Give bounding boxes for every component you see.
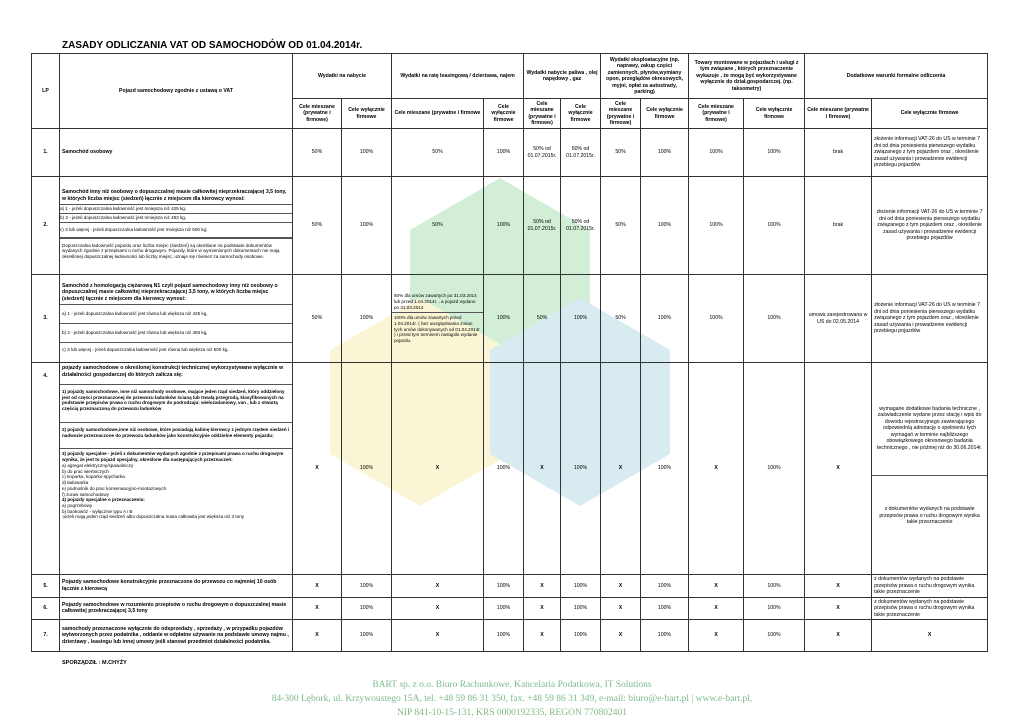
special-item: a) agregat elektryczny/spawalniczy [62,462,134,468]
cell: X [601,620,641,652]
header-goods-mixed: Cele mieszane (prywatne i firmowe) [689,99,744,129]
header-fuel-company: Cele wyłącznie firmowe [561,99,601,129]
row-condition: z dokumentów wydanych na podstawie przepisów prawa o ruchu drogowym wynika takie przeznaczenie [872,597,988,620]
footer-company: BART sp. z o.o. Biuro Rachunkowe, Kancelaria Podatkowa, IT Solutions [372,680,652,690]
cell: 100% [342,575,392,598]
special-item: b) do prac wiertniczych [62,468,109,474]
cell: X [392,620,484,652]
cell: X [601,363,641,575]
cell: X [293,620,342,652]
cell: 100% [641,177,689,275]
signature: SPORZĄDZIŁ : M.CHYŻY [62,660,127,666]
cell: X [392,575,484,598]
row-lp: 4. [32,363,60,575]
cell: 50% [392,129,484,177]
row-vehicle [60,363,293,575]
cell: 50% [601,275,641,363]
row-vehicle: Pojazdy samochodowe w rozumieniu przepisów o ruchu drogowym o dopuszczalnej masie całkowitej przekraczającej 3,5 tony [60,597,293,620]
cell: 50% [293,129,342,177]
lease-note-b: 100% dla umów zawartych przed 1.04.2014r. ( bez uwzględniania zmian tych umów dokonywanych od 01.04.2014r ) i przed tym terminem nastąpiło wydanie pojazdu. [394,315,480,344]
special-intro: 4) pojazdy specjalne o przeznaczeniu: [62,497,145,503]
cell: 100% [744,177,805,275]
row-condition: złożenie informacji VAT-26 do US w terminie 7 dni od dnia poniesienia pierwszego wydatku związanego z tym pojazdem oraz , określenie zasad używania i prowadzenie ewidencji przebiegu pojazdów [872,129,988,177]
cell: brak [805,177,872,275]
row-sub: 2) pojazdy samochodowe,inne niż osobowe, które posiadają kabinę kierowcy z jednym rzędem siedzeń i nadwozie przeznaczone do przewozu ładunków jako konstrukcyjnie oddzielne elementy pojazdu; [60,422,292,448]
special-item: e) podnośnik do prac konserwacyjno-montażowych [62,485,167,491]
special-intro: 3) pojazdy specjalne - jeżeli z dokumentów wydanych zgodnie z przepisami prawa o ruchu drogowym wynika, że jest to pojazd specjalny, określone dla następujących przeznaczeń: [62,451,284,463]
row-sub: c) 3 lub więcej - jeżeli dopuszczalna ładowność jest równa lub większa niż 500 kg. [60,342,292,357]
cell: 100% [689,177,744,275]
table-row [32,275,988,363]
row-vehicle-title: Samochód z homologacją ciężarową N1 czyli pojazd samochodowy inny niż osobowy o dopuszczalnej masie całkowitej nieprzekraczającej 3,5 tony, w których liczba miejsc (siedzeń) łącznie z miejscem dla kierowcy wynosi: [62,282,278,302]
special-item: a) pogrzebowy [62,503,93,509]
cell: X [293,597,342,620]
cell: 100% [744,363,805,575]
row-condition: X [872,620,988,652]
cell: 50% od 01.07.2015r. [524,177,561,275]
row-condition: z dokumentów wydanych na podstawie przepisów prawa o ruchu drogowym wynika takie przeznaczenie [872,575,988,598]
table-row [32,620,988,652]
cell: 100% [342,177,392,275]
cell: 50% [601,129,641,177]
row-lp: 2. [32,177,60,275]
cell: 50% [601,177,641,275]
row-sub-special [60,448,292,522]
cell: 100% [561,275,601,363]
special-item: d) ładowarka [62,480,89,486]
cell: X [293,575,342,598]
header-cond-mixed: Cele mieszane (prywatne i firmowe) [805,99,872,129]
header-ops-company: Cele wyłącznie firmowe [641,99,689,129]
cell: umowa zarejestrowana w US do 02.05.2014 [805,275,872,363]
row-sub: 1) pojazdy samochodowe, inne niż samochody osobowe, mające jeden rząd siedzeń, który oddzielony jest od części przeznaczonej do przewozu ładunków ścianą lub trwałą przegrodą, klasyfikowanych na podstawie przepisów prawa o ruchu drogowym do podrodzaju: wielozadaniowy, van , lub z otwartą częścią przeznaczoną do przewozu ładunków [60,384,292,422]
cell: 100% [484,129,524,177]
cell: 50% [524,275,561,363]
row-sub: c) 3 lub więcej - jeżeli dopuszczalna ładowność jest mniejsza niż 500 kg; [60,223,292,238]
cell: 100% [744,597,805,620]
page-title: ZASADY ODLICZANIA VAT OD SAMOCHODÓW OD 01.04.2014r. [62,40,363,51]
row-condition-a: wymagane dodatkowe badania techniczne , zaświadczenie wydane przez stację i wpis do dowodu rejestracyjnego zawierającego odpowiednią adnotację o spełnieniu tych wymagań w terminie najbliższego obowiązkowego okresowego badania technicznego , nie później niż do 30.06.2014r. [872,382,987,477]
cell: X [805,597,872,620]
cell: X [689,575,744,598]
cell: 50% [293,177,342,275]
cell: X [689,620,744,652]
header-fuel-mixed: Cele mieszane (prywatne i firmowe) [524,99,561,129]
cell: 100% [342,363,392,575]
row-vehicle [60,177,293,275]
special-item: b) bankowóz - wyłącznie typu A i B [62,508,133,514]
row-condition: złożenie informacji VAT-26 do US w terminie 7 dni od dnia poniesienia pierwszego wydatku związanego z tym pojazdem oraz , określenie zasad używania i prowadzenie ewidencji przebiegu pojazdów [872,177,988,275]
cell: 50% od 01.07.2015r. [561,177,601,275]
row-lp: 1. [32,129,60,177]
header-lease-company: Cele wyłącznie firmowe [484,99,524,129]
cell: 100% [484,597,524,620]
header-vehicle: Pojazd samochodowy zgodnie z ustawą o VAT [60,54,293,129]
header-lp: LP [32,54,60,129]
cell: X [805,575,872,598]
header-row-1 [32,54,988,99]
cell: 100% [561,363,601,575]
footer-registry: NIP 841-10-15-131, KRS 0000192335, REGON 770802401 [396,708,628,718]
cell: 100% [561,620,601,652]
row-condition-b: z dokumentów wydanych na podstawie przepisów prawa o ruchu drogowym wynika takie przeznaczenie [879,506,980,525]
table-row [32,363,988,575]
cell: X [524,597,561,620]
cell: 100% [641,575,689,598]
row-vehicle-title: Samochód inny niż osobowy o dopuszczalnej masie całkowitej nieprzekraczającej 3,5 tony, w których liczba miejsc (siedzeń) łącznie z miejscem dla kierowcy wynosi: [62,189,287,202]
header-fuel: Wydatki nabycie paliwa , olej napędowy , gaz [524,54,601,99]
table-row [32,575,988,598]
cell: X [689,597,744,620]
cell: 100% [484,575,524,598]
cell: 100% [744,575,805,598]
cell: 100% [484,177,524,275]
cell: 100% [641,620,689,652]
row-lp: 3. [32,275,60,363]
cell: X [524,575,561,598]
header-ops-mixed: Cele mieszane (prywatne i firmowe) [601,99,641,129]
cell: 100% [641,275,689,363]
cell: X [805,620,872,652]
row-vehicle-title: pojazdy samochodowe o określonej konstrukcji technicznej wykorzystywane wyłącznie w działalności gospodarczej do których zalicza się: [62,365,284,378]
cell: 100% [561,575,601,598]
row-lp: 7. [32,620,60,652]
cell: X [689,363,744,575]
cell: X [293,363,342,575]
cell: 100% [744,129,805,177]
header-conditions: Dodatkowe warunki formalne odliczenia [805,54,988,99]
header-cond-company: Cele wyłącznie firmowe [872,99,988,129]
header-installed-goods: Towary montowane w pojazdach i usługi z tym związane , których przeznaczenie wykazuje , że mogą być wykorzystywane wyłącznie do dział.gospodarczej. (np. taksometry) [689,54,805,99]
header-lease-mixed: Cele mieszane (prywatne i firmowe [392,99,484,129]
cell: 100% [484,275,524,363]
row-vehicle [60,275,293,363]
header-lease: Wydatki na ratę leasingową / dzierżawa, najem [392,54,524,99]
lease-cell [392,275,484,363]
footer-address: 84-300 Lębork, ul. Krzywoustego 15A, tel. +48 59 86 31 350, fax. +48 59 86 31 349, e-mail: biuro@e-bart.pl | www.e-bart.pl, [271,694,753,704]
header-purchase-company: Cele wyłącznie firmowe [342,99,392,129]
cell: 100% [744,275,805,363]
cell: 50% od 01.07.2015r. [561,129,601,177]
cell: 50% [392,177,484,275]
special-note: -jeżeli mają jeden rząd siedzeń albo dopuszczalna masa całkowita jest większa niż 3 tony [62,514,245,520]
cell: 100% [689,129,744,177]
row-sub: a) 1 - jeżeli dopuszczalna ładowność jest mniejsza niż 425 kg, [60,204,292,214]
row-sub: b) 2 - jeżeli dopuszczalna ładowność jest równa lub większa niż 493 kg, [60,323,292,342]
header-goods-company: Cele wyłącznie firmowe [744,99,805,129]
row-vehicle: Samochód osobowy [60,129,293,177]
header-operating: Wydatki eksploatacyjne (np. naprawy, zakup części zamiennych, płynów,wymiany opon, przeglądów okresowych, myjni, opłat za autostrady, parking) [601,54,689,99]
cell: X [392,597,484,620]
row-vehicle: samochody przeznaczone wyłącznie do odsprzedaży , sprzedaży , w przypadku pojazdów wytworzonych przez podatnika , oddanie w odpłatne używanie na podstawie umowy najmu , dzierżawy , leasingu lub innej umowy jeśli stanowi przedmiot działalności podatnika. [60,620,293,652]
row-note: Dopuszczalna ładowność pojazdu oraz liczba miejsc (siedzeń) są określane na podstawie dokumentów wydanych zgodnie z przepisami o ruchu drogowym. Pojazdy, które w wymienionych dokumentach nie mają określonej dopuszczalnej ładowności lub liczby miejsc, uznaje się równiez za samochody osobowe. [60,238,292,264]
row-sub: a) 1 - jeżeli dopuszczalna ładowność jest równa lub większa niż 425 kg, [60,304,292,323]
cell: X [601,597,641,620]
row-condition: złożenie informacji VAT-26 do US w terminie 7 dni od dnia poniesienia pierwszego wydatku związanego z tym pojazdem oraz , określenie zasad używania i prowadzenie ewidencji przebiegu pojazdów [872,275,988,363]
special-item: f) żuraw samochodowy [62,491,109,497]
cell: 100% [641,597,689,620]
table-row [32,597,988,620]
row-sub: b) 2 - jeżeli dopuszczalna ładowność jest mniejsza niż 493 kg, [60,214,292,223]
vat-rules-table [31,53,988,652]
cell: 100% [342,129,392,177]
row-lp: 5. [32,575,60,598]
cell: X [392,363,484,575]
row-vehicle: Pojazdy samochodowe konstrukcyjnie przeznaczone do przewozu co najmniej 10 osób łącznie z kierowcą [60,575,293,598]
cell: 50% od 01.07.2015r. [524,129,561,177]
row-lp: 6. [32,597,60,620]
special-item: c) koparka, koparko-spycharka [62,474,125,480]
lease-note-a: 50% dla umów zawartych po 31.03.2014 lub przed 1.04.2014r. , a pojazd wydano po 31.03.2014 [392,291,483,313]
cell: 50% [293,275,342,363]
cell: 100% [744,620,805,652]
cell: X [524,620,561,652]
table-row [32,177,988,275]
cell: 100% [342,620,392,652]
header-purchase: Wydatki na nabycie [293,54,392,99]
cell: 100% [561,597,601,620]
cell: 100% [342,275,392,363]
cell: 100% [641,363,689,575]
header-purchase-mixed: Cele mieszane (prywatne i firmowe) [293,99,342,129]
cell: X [524,363,561,575]
cell: 100% [484,363,524,575]
cell: 100% [484,620,524,652]
cell: X [805,363,872,575]
row-condition [872,363,988,575]
cell: X [601,575,641,598]
cell: brak [805,129,872,177]
table-row [32,129,988,177]
cell: 100% [641,129,689,177]
cell: 100% [689,275,744,363]
cell: 100% [342,597,392,620]
